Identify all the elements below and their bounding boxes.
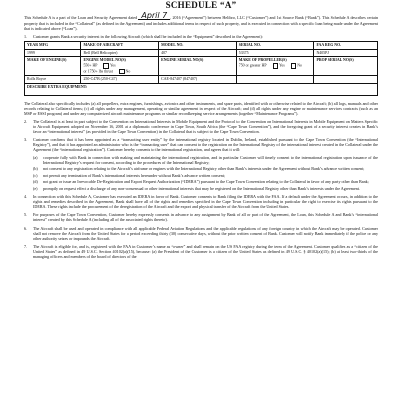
section-8	[24, 244, 378, 259]
table-cell: 1999	[25, 49, 81, 57]
checkbox-label: Yes	[109, 63, 116, 68]
section-number: 3.	[24, 137, 28, 143]
list-item	[24, 155, 378, 165]
engine-option-label: or 1750+ lbs thrust	[83, 69, 114, 74]
section-number: 2.	[24, 118, 28, 124]
table-row	[25, 49, 378, 57]
prop-option-label: 750 or greater HP	[238, 63, 267, 68]
list-item-text: not grant or issue an Irrevocable De-Registration and Export Request Authorization (“IDERA”) pursuant to the Cape Town Convention relating to the Collateral in favor of any party other than Bank;	[43, 179, 369, 185]
list-item-text: not consent to any registration relating to the Aircraft’s airframe or engines with the International Registry other than Bank’s interests under the Agreement without Bank’s advance written consent;	[43, 166, 365, 172]
intro-text-after: 2016 (“Agreement”) between Helibro, LLC (“Customer”) and 1st Source Bank (“Bank”). This Schedule A describes certain property that is included in the “Collateral” (as defined in the Agreement) and includes additional terms in respect of such property, and is executed in connection with a specific loan being made under the Agreement that is indicated above (“Loan”).	[24, 15, 379, 32]
checkbox-icon[interactable]	[119, 69, 125, 75]
checkbox-icon[interactable]	[291, 63, 297, 69]
checkbox-icon[interactable]	[103, 63, 109, 69]
section-3	[24, 119, 378, 134]
section-4	[24, 137, 378, 152]
list-item	[24, 186, 378, 191]
table-header: ENGINE MODEL NO(S)	[83, 58, 126, 63]
intro-paragraph: This Schedule A is a part of the Loan and Security Agreement dated April 7 , 2016 (“Agreement”) between Helibro, LLC (“Customer”) and 1st Source Bank (“Bank”). This Schedule A describes certain property that is included in the “Collateral” (as defined in the Agreement) and includes additional terms in respect of such property, and is executed in connection with a specific loan being made under the Agreement that is indicated above (“Loan”).	[24, 11, 379, 32]
table-row	[25, 83, 378, 95]
engine-option-label: 550+ HP	[83, 63, 98, 68]
extra-equipment-label: DESCRIBE EXTRA EQUIPMENT:	[25, 83, 378, 95]
table-header: YEAR MFG	[25, 42, 81, 50]
section-7	[24, 226, 378, 241]
section-1	[24, 34, 378, 39]
section-4-subitems	[24, 155, 378, 192]
checkbox-label: No	[297, 63, 302, 68]
table-cell	[314, 76, 378, 84]
section-3-text: The Collateral is at least in part subject to the Convention on International Interests in Mobile Equipment and the Protocol to the Convention on International Interests in Mobile Equipment on Matters Specific to Aircraft Equipment adopted on November 16, 2001 at a diplomatic conference in Cape Town, South Africa (the “Cape Town Convention”), and the foregoing grant of a security interest creates in Bank’s favor an “international interest” (as provided in the Cape Town Convention) in the Collateral that is subject to the Cape Town Convention.	[33, 118, 378, 135]
section-number: 4.	[24, 194, 28, 200]
list-item	[24, 173, 378, 178]
table-header: PROP SERIAL NO(S)	[314, 57, 378, 76]
list-item-label: (e)	[33, 185, 38, 191]
table-header: MAKE OF AIRCRAFT	[81, 42, 159, 50]
prop-option-row	[239, 63, 312, 69]
table-header: ENGINE SERIAL NO(S)	[159, 57, 237, 76]
table-row	[25, 76, 378, 84]
table-row	[25, 42, 378, 50]
table-cell: 250-C47B (250-C47)	[81, 76, 159, 84]
engine-model-cell	[81, 57, 159, 76]
section-number: 1.	[24, 34, 28, 40]
table-header: SERIAL NO.	[236, 42, 314, 50]
list-item-text: not permit any termination of Bank’s international interests hereunder without Bank’s advance written consent;	[43, 172, 226, 178]
section-4-text: Customer confirms that it has been appointed as a “transacting user entity” by the international registry located in Dublin, Ireland, established pursuant to the Cape Town Convention (the “International Registry”), and that it has appointed an administrator who is the “transacting user” that can consent to the registration on the International Registry of the international interest created in the Collateral under the Agreement (the “international registration”). Customer hereby consents to the international registration, and agrees that it will:	[33, 137, 378, 153]
list-item-label: (a)	[33, 154, 38, 160]
section-number: 5.	[24, 212, 28, 218]
checkbox-icon[interactable]	[273, 63, 279, 69]
section-6-text: For purposes of the Cape Town Convention, Customer hereby expressly consents in advance to any assignment by Bank of all or part of the Agreement, the Loan, this Schedule A and Bank’s “international interest” created by this Schedule A (including all of the associated rights thereto).	[33, 212, 378, 223]
handwritten-date: April 7	[138, 13, 170, 20]
list-item-text: promptly on request effect a discharge of any non-consensual or other international interests that may be registered on the International Registry other than Bank’s interests under the Agreement.	[43, 185, 361, 191]
propeller-cell	[236, 57, 314, 76]
list-item-label: (d)	[33, 179, 38, 185]
section-1-text: Customer grants Bank a security interest in the following Aircraft (which shall be included in the “Equipment” described in the Agreement):	[33, 34, 263, 40]
table-cell: 53375	[236, 49, 314, 57]
table-header: MODEL NO.	[159, 42, 237, 50]
section-7-text: The Aircraft shall be used and operated in compliance with all applicable Federal Aviation Regulations and the applicable regulations of any foreign country in which the Aircraft may be operated. Customer shall not remove the Aircraft from the United States for a period exceeding thirty (30) consecutive days, without the prior written consent of Bank. Customer will notify Bank immediately if the police or any other authority seizes or impounds the Aircraft.	[33, 225, 378, 241]
section-6	[24, 212, 378, 222]
section-5	[24, 194, 378, 209]
engine-option-row	[83, 69, 156, 75]
list-item-text: cooperate fully with Bank in connection with making and maintaining the international registration, and in particular Customer will timely consent to the international registration upon issuance of the International Registry’s request for consent, according to the procedures of the International Registry;	[43, 154, 378, 165]
table-header: MAKE OF PROPELLER(S)	[238, 58, 287, 63]
table-cell: 407	[159, 49, 237, 57]
intro-text-before: This Schedule A is a part of the Loan and Security Agreement dated	[24, 15, 138, 20]
page-title: SCHEDULE “A”	[165, 0, 237, 10]
list-item-label: (c)	[33, 172, 38, 178]
section-8-text: The Aircraft is eligible for, and is, registered with the FAA in Customer’s name as “owner” and shall remain on the US FAA registry during the term of the Agreement. Customer qualifies as a “citizen of the United States” as defined in 49 U.S.C. Section 40102(a)(15), because: (a) the President of the Customer is a citizen of the United States as defined in 49 U.S.C. § 40102(a)(15); (b) at least two-thirds of the managing officers and members of the board of directors of the	[33, 243, 378, 259]
table-header: FAA REG NO.	[314, 42, 378, 50]
table-cell: CAE-847407 (847407)	[159, 76, 237, 84]
checkbox-label: No	[125, 69, 131, 74]
equipment-table	[24, 41, 378, 95]
section-5-text: In connection with this Schedule A, Customer has executed an IDERA in favor of Bank. Customer consents to Bank filing the IDERA with the FAA. If a default under the Agreement occurs, in addition to the rights and remedies described in the Agreement, Bank shall have all of the rights and remedies specified in the Cape Town Convention including in particular the right to exercise its rights pursuant to the IDERA. These rights include the procurement of the deregistration of the Aircraft and the export and physical transfer of the Aircraft from the United States.	[33, 194, 378, 210]
list-item	[24, 166, 378, 171]
list-item-label: (b)	[33, 166, 38, 172]
list-item	[24, 179, 378, 184]
section-number: 7.	[24, 243, 28, 249]
table-header: MAKE OF ENGINE(S)	[25, 57, 81, 76]
checkbox-label: Yes	[279, 63, 285, 68]
table-row	[25, 57, 378, 76]
section-2-text: The Collateral also specifically includes (a) all propellers, extra engines, furnishings, avionics and other instruments, and spare parts, identified with or otherwise related to the Aircraft; (b) all logs, manuals and other records relating to Collateral items; (c) all rights under any management, operating or similar agreement in respect of the Aircraft; and (d) all rights under any engine or maintenance services contracts (such as an MSP or ESSI program) and under any computerized aircraft maintenance programs or similar recordkeeping service arrangements (together “Maintenance Programs”).	[24, 100, 378, 116]
table-cell: Rolls Royce	[25, 76, 81, 84]
table-cell	[236, 76, 314, 84]
table-cell: Bell (Bell Helicopter)	[81, 49, 159, 57]
table-cell: N405PJ	[314, 49, 378, 57]
section-number: 6.	[24, 225, 28, 231]
